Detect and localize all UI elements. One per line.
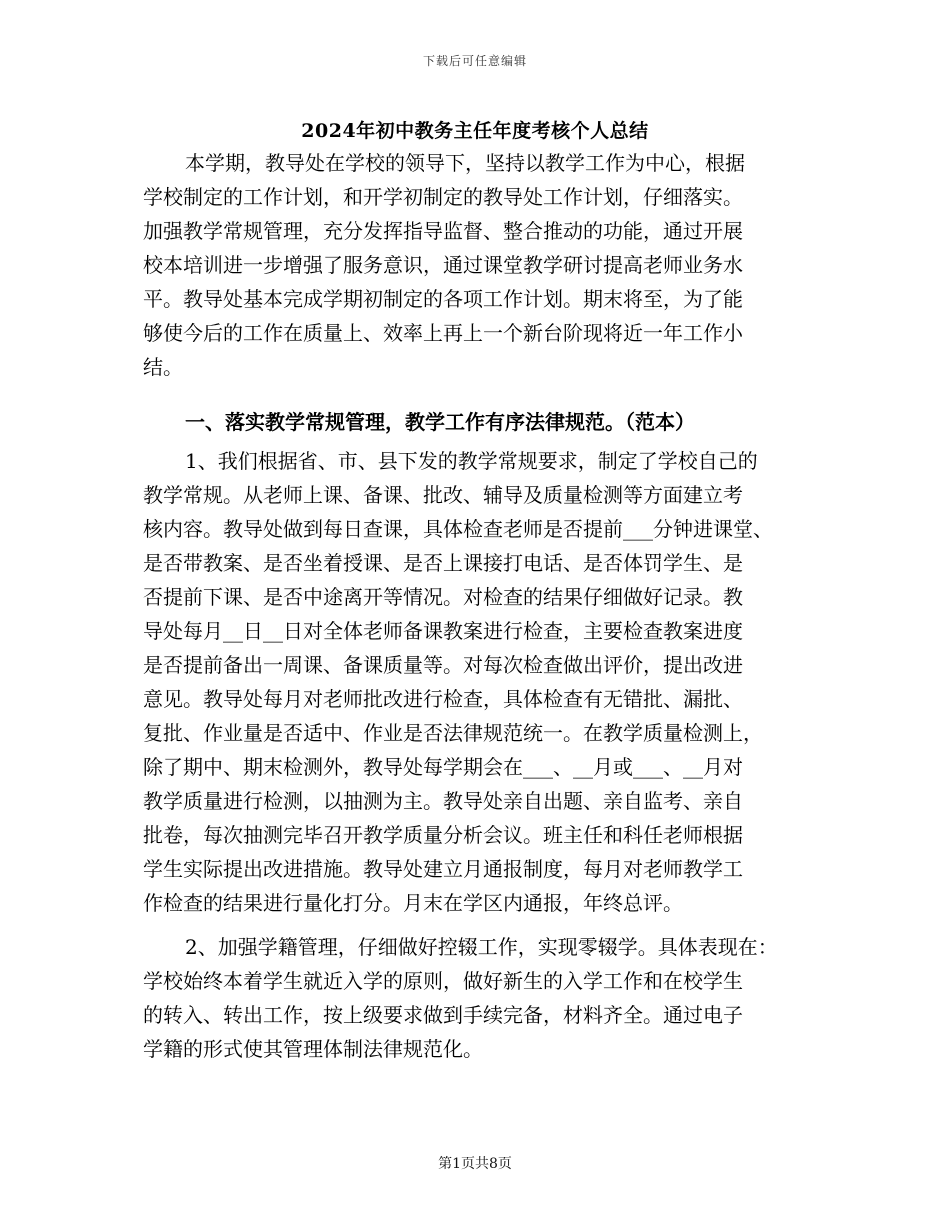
paragraph-line: 平。教导处基本完成学期初制定的各项工作计划。期末将至，为了能 [143, 287, 743, 311]
paragraph-line: 2、加强学籍管理，仔细做好控辍工作，实现零辍学。具体表现在： [185, 935, 778, 959]
page-number: 第1页共8页 [438, 1156, 512, 1172]
paragraph-line: 本学期，教导处在学校的领导下，坚持以教学工作为中心，根据 [185, 151, 745, 175]
paragraph-line: 学校始终本着学生就近入学的原则，做好新生的入学工作和在校学生 [143, 969, 743, 993]
paragraph-line: 复批、作业量是否适中、作业是否法律规范统一。在教学质量检测上， [143, 721, 763, 745]
paragraph-line: 学校制定的工作计划，和开学初制定的教导处工作计划，仔细落实。 [143, 185, 743, 209]
paragraph-line: 校本培训进一步增强了服务意识，通过课堂教学研讨提高老师业务水 [143, 253, 743, 277]
paragraph-line: 教学质量进行检测，以抽测为主。教导处亲自出题、亲自监考、亲自 [143, 789, 743, 813]
paragraph-line: 意见。教导处每月对老师批改进行检查，具体检查有无错批、漏批、 [143, 687, 743, 711]
header-note: 下载后可任意编辑 [422, 54, 527, 68]
document-title: 2024年初中教务主任年度考核个人总结 [301, 120, 649, 142]
paragraph-line: 是否带教案、是否坐着授课、是否上课接打电话、是否体罚学生、是 [143, 551, 743, 575]
paragraph-line: 是否提前备出一周课、备课质量等。对每次检查做出评价，提出改进 [143, 653, 743, 677]
paragraph-line: 学生实际提出改进措施。教导处建立月通报制度，每月对老师教学工 [143, 857, 743, 881]
paragraph-line: 的转入、转出工作，按上级要求做到手续完备，材料齐全。通过电子 [143, 1003, 743, 1027]
paragraph-line: 学籍的形式使其管理体制法律规范化。 [143, 1037, 483, 1061]
paragraph-line: 批卷，每次抽测完毕召开教学质量分析会议。班主任和科任老师根据 [143, 823, 743, 847]
paragraph-line: 作检查的结果进行量化打分。月末在学区内通报，年终总评。 [143, 891, 683, 915]
paragraph-line: 1、我们根据省、市、县下发的教学常规要求，制定了学校自己的 [185, 449, 758, 473]
paragraph-line: 导处每月__日__日对全体老师备课教案进行检查，主要检查教案进度 [143, 619, 743, 643]
paragraph-line: 加强教学常规管理，充分发挥指导监督、整合推动的功能，通过开展 [143, 219, 743, 243]
paragraph-line: 否提前下课、是否中途离开等情况。对检查的结果仔细做好记录。教 [143, 585, 743, 609]
paragraph-line: 除了期中、期末检测外，教导处每学期会在___、__月或___、__月对 [143, 755, 743, 779]
paragraph-line: 够使今后的工作在质量上、效率上再上一个新台阶现将近一年工作小 [143, 321, 743, 345]
paragraph-line: 结。 [143, 355, 183, 379]
paragraph-line: 核内容。教导处做到每日查课，具体检查老师是否提前___分钟进课堂、 [143, 517, 773, 541]
section-heading: 一、落实教学常规管理，教学工作有序法律规范。（范本） [185, 410, 695, 434]
paragraph-line: 教学常规。从老师上课、备课、批改、辅导及质量检测等方面建立考 [143, 483, 743, 507]
